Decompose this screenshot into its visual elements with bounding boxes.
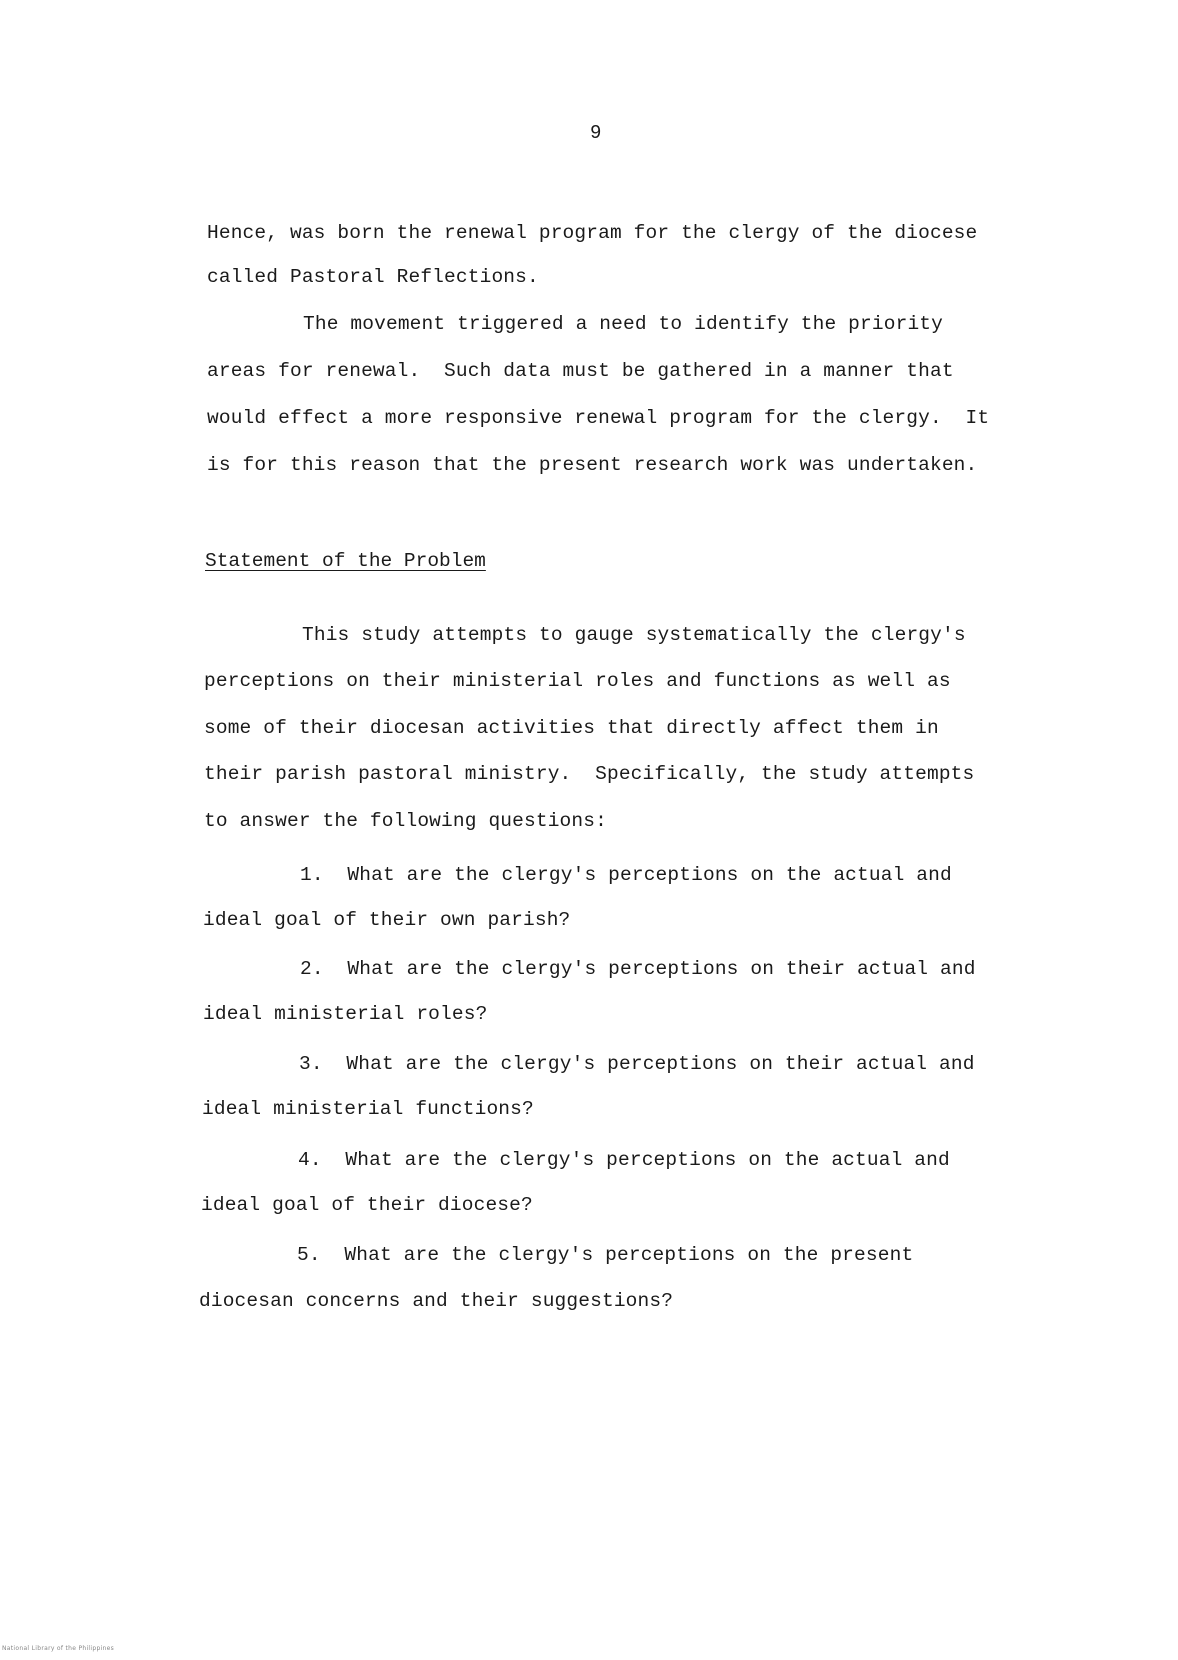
paragraph-2-line-1: The movement triggered a need to identify the priority <box>303 313 944 335</box>
question-2-line-2: ideal ministerial roles? <box>203 1003 488 1025</box>
question-4-line-1: 4. What are the clergy's perceptions on the actual and <box>298 1149 950 1171</box>
question-5-line-1: 5. What are the clergy's perceptions on the present <box>297 1244 914 1266</box>
paragraph-3-line-4: their parish pastoral ministry. Specifically, the study attempts <box>204 763 975 785</box>
question-2-line-1: 2. What are the clergy's perceptions on their actual and <box>300 958 976 980</box>
intro-line-1: Hence, was born the renewal program for the clergy of the diocese <box>207 222 978 244</box>
question-5-line-2: diocesan concerns and their suggestions? <box>199 1290 674 1312</box>
paragraph-3-line-2: perceptions on their ministerial roles and functions as well as <box>204 670 951 692</box>
page-number: 9 <box>590 122 602 144</box>
question-4-line-2: ideal goal of their diocese? <box>201 1194 533 1216</box>
paragraph-2-line-4: is for this reason that the present research work was undertaken. <box>207 454 978 476</box>
paragraph-2-line-3: would effect a more responsive renewal program for the clergy. It <box>207 407 990 429</box>
question-3-line-1: 3. What are the clergy's perceptions on their actual and <box>299 1053 975 1075</box>
question-1-line-1: 1. What are the clergy's perceptions on the actual and <box>300 864 952 886</box>
paragraph-2-line-2: areas for renewal. Such data must be gathered in a manner that <box>207 360 954 382</box>
archive-footer: National Library of the Philippines <box>2 1645 115 1652</box>
paragraph-3-line-5: to answer the following questions: <box>204 810 607 832</box>
paragraph-3-line-3: some of their diocesan activities that directly affect them in <box>204 717 939 739</box>
section-heading: Statement of the Problem <box>205 550 486 572</box>
question-1-line-2: ideal goal of their own parish? <box>203 909 571 931</box>
paragraph-3-line-1: This study attempts to gauge systematically the clergy's <box>302 624 966 646</box>
intro-line-2: called Pastoral Reflections. <box>207 266 539 288</box>
question-3-line-2: ideal ministerial functions? <box>202 1098 534 1120</box>
